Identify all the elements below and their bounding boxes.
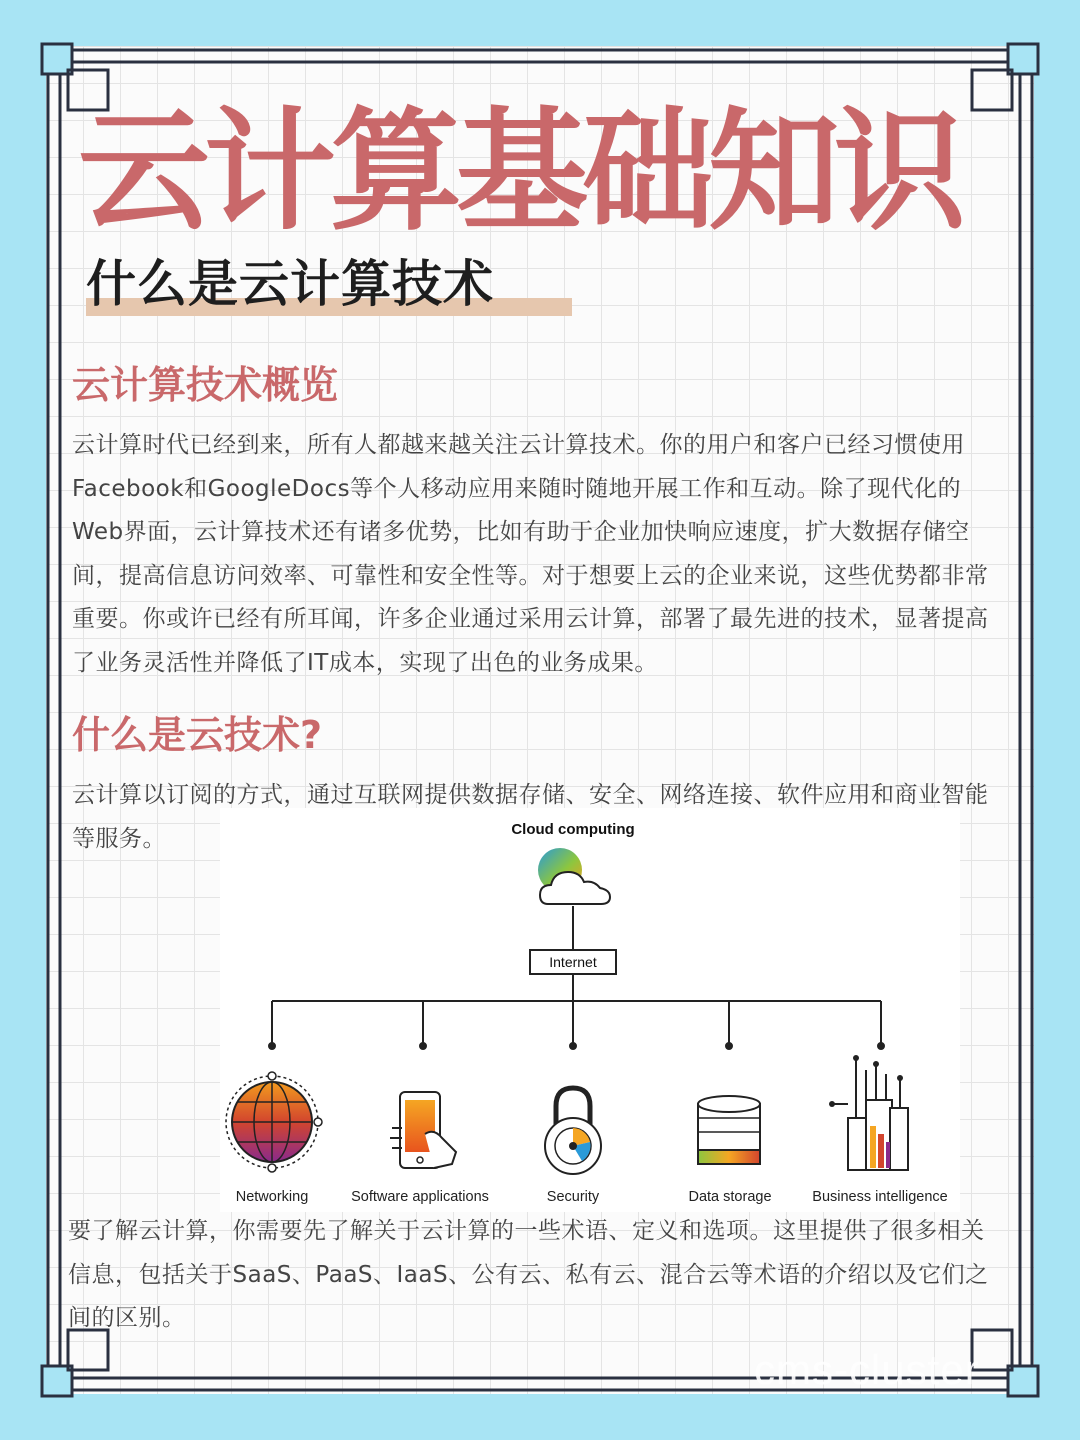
definition-paragraph: 云计算以订阅的方式，通过互联网提供数据存储、安全、网络连接、软件应用和商业智能等服务。	[72, 782, 989, 852]
cloud-computing-diagram	[220, 808, 960, 1212]
diagram-label-security: Security	[546, 1189, 600, 1205]
buildings-icon	[829, 1055, 908, 1170]
diagram-label-data-storage: Data storage	[688, 1189, 772, 1205]
diagram-title: Cloud computing	[511, 821, 635, 838]
main-title: 云计算基础知识	[78, 95, 960, 249]
diagram-label-networking: Networking	[235, 1189, 309, 1205]
subtitle: 什么是云计算技术	[86, 255, 494, 313]
section-heading-what-is-cloud: 什么是云技术?	[72, 713, 323, 757]
globe-icon	[226, 1072, 322, 1172]
subtitle-block	[86, 252, 494, 316]
diagram-label-business-intelligence: Business intelligence	[812, 1189, 948, 1205]
phone-hand-icon	[390, 1092, 456, 1168]
watermark: cms-cluster	[754, 1346, 980, 1393]
terms-paragraph: 要了解云计算，你需要先了解关于云计算的一些术语、定义和选项。这里提供了很多相关信息，包括关于SaaS、PaaS、IaaS、公有云、私有云、混合云等术语的介绍以及它们之间的区别。	[68, 1218, 989, 1331]
cloud-icon	[538, 848, 610, 904]
database-icon	[698, 1096, 760, 1164]
section-heading-overview: 云计算技术概览	[72, 363, 339, 407]
padlock-icon	[545, 1088, 601, 1174]
internet-label: Internet	[549, 954, 597, 970]
diagram-label-software: Software applications	[351, 1189, 489, 1205]
overview-paragraph: 云计算时代已经到来，所有人都越来越关注云计算技术。你的用户和客户已经习惯使用Facebook和GoogleDocs等个人移动应用来随时随地开展工作和互动。除了现代化的Web界面，云计算技术还有诸多优势，比如有助于企业加快响应速度，扩大数据存储空间，提高信息访问效率、可靠性和安全性等。对于想要上云的企业来说，这些优势都非常重要。你或许已经有所耳闻，许多企业通过采用云计算，部署了最先进的技术，显著提高了业务灵活性并降低了IT成本，实现了出色的业务成果。	[72, 432, 989, 676]
connector-lines	[269, 906, 884, 1049]
